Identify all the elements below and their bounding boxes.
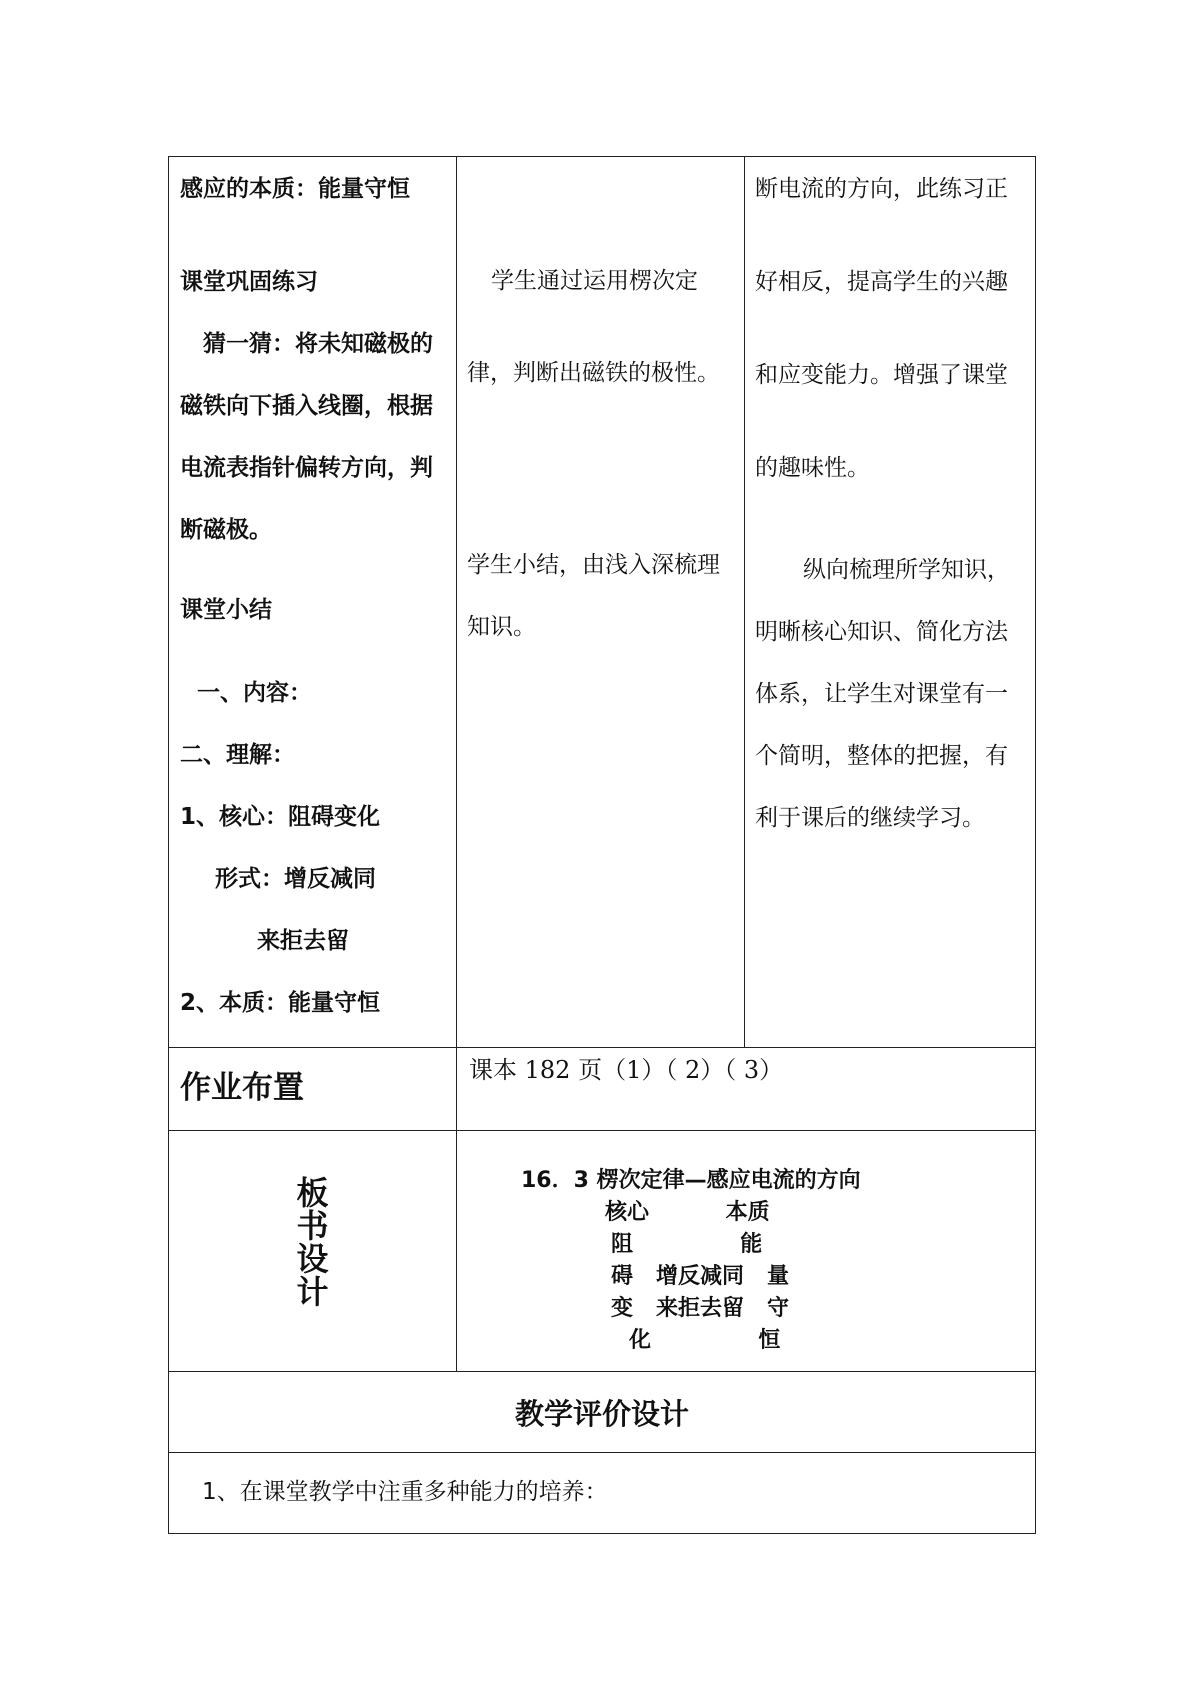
lesson-plan-table [168, 156, 1036, 1534]
text-line: 和应变能力。增强了课堂 [755, 362, 1008, 388]
text-line: 1、核心：阻碍变化 [180, 804, 381, 830]
text-line: 形式：增反减同 [215, 866, 376, 892]
content-cell [169, 157, 457, 1048]
homework-content-cell [457, 1048, 1036, 1131]
board-title: 16．3 楞次定律—感应电流的方向 [521, 1168, 861, 1193]
board-label-char: 板 [296, 1174, 329, 1212]
board-content-cell [457, 1131, 1036, 1372]
text-line: 体系，让学生对课堂有一 [755, 681, 1008, 707]
board-label-char: 计 [296, 1273, 329, 1311]
text-line: 来拒去留 [257, 928, 349, 954]
board-line: 化 恒 [629, 1328, 781, 1353]
section-heading: 课堂小结 [180, 597, 272, 623]
board-label [169, 1174, 456, 1311]
board-label-cell [169, 1131, 457, 1372]
text-line: 纵向梳理所学知识， [803, 557, 1010, 583]
text-line: 断磁极。 [180, 517, 272, 543]
text-line: 的趣味性。 [755, 455, 870, 481]
board-label-char: 设 [296, 1240, 329, 1278]
board-line: 阻 能 [611, 1232, 763, 1257]
homework-content: 课本 182 页（1）（ 2）（ 3） [469, 1056, 784, 1084]
text-line: 电流表指针偏转方向，判 [180, 455, 433, 481]
text-line: 知识。 [467, 614, 536, 640]
text-line: 一、内容： [197, 680, 312, 706]
text-line: 感应的本质：能量守恒 [180, 176, 410, 202]
student-activity-cell [457, 157, 745, 1048]
text-line: 学生通过运用楞次定 [491, 268, 698, 294]
section-heading: 课堂巩固练习 [180, 269, 318, 295]
text-line: 断电流的方向，此练习正 [755, 176, 1008, 202]
main-content-row [169, 157, 1036, 1048]
text-line: 二、理解： [180, 742, 295, 768]
text-line: 律，判断出磁铁的极性。 [467, 360, 720, 386]
design-intent-cell [745, 157, 1036, 1048]
homework-label-cell [169, 1048, 457, 1131]
evaluation-content-row [169, 1453, 1036, 1534]
text-line: 好相反，提高学生的兴趣 [755, 269, 1008, 295]
evaluation-content-cell [169, 1453, 1036, 1534]
text-line: 明晰核心知识、简化方法 [755, 619, 1008, 645]
text-line: 猜一猜：将未知磁极的 [203, 331, 433, 357]
homework-row [169, 1048, 1036, 1131]
evaluation-title-row [169, 1372, 1036, 1453]
text-line: 2、本质：能量守恒 [180, 990, 381, 1016]
board-design-row [169, 1131, 1036, 1372]
board-label-char: 书 [296, 1207, 329, 1245]
evaluation-item: 1、在课堂教学中注重多种能力的培养： [202, 1479, 608, 1505]
text-line: 个简明，整体的把握，有 [755, 743, 1008, 769]
homework-label: 作业布置 [180, 1070, 304, 1106]
text-line: 学生小结，由浅入深梳理 [467, 552, 720, 578]
board-line: 核心 本质 [605, 1200, 770, 1225]
board-line: 变 来拒去留 守 [611, 1296, 789, 1321]
text-line: 利于课后的继续学习。 [755, 805, 985, 831]
board-line: 碍 增反减同 量 [611, 1264, 789, 1289]
text-line: 磁铁向下插入线圈，根据 [180, 393, 433, 419]
evaluation-title: 教学评价设计 [169, 1372, 1036, 1453]
